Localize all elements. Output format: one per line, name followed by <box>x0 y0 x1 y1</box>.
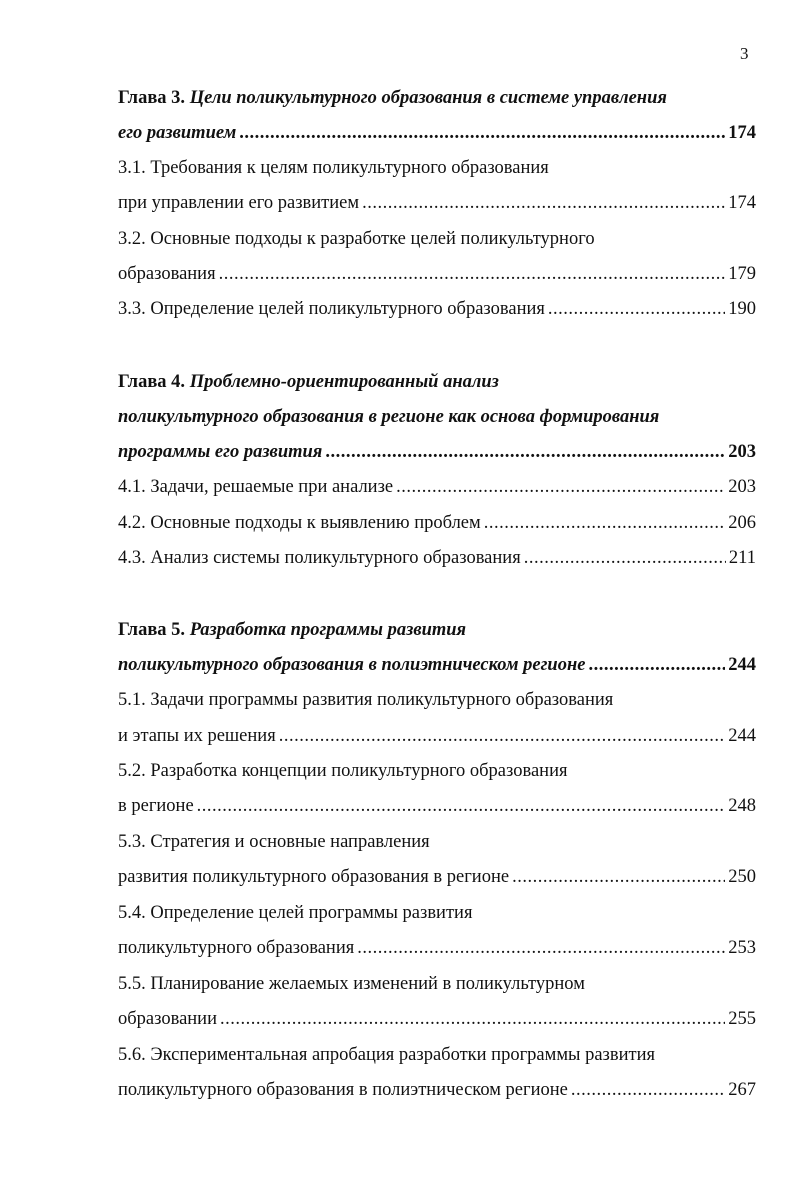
chapter-4-page: 203 <box>728 442 756 462</box>
section-3-1-entry[interactable] <box>118 188 756 218</box>
chapter-4-title-line-2: поликультурного образования в регионе как основа формирования <box>118 407 660 427</box>
section-5-6-entry[interactable] <box>118 1075 756 1105</box>
dot-leader <box>484 508 726 538</box>
section-4-3-page: 211 <box>728 548 756 568</box>
section-5-6-page: 267 <box>728 1080 756 1100</box>
section-4-2-line-1: 4.2. Основные подходы к выявлению проблем <box>118 513 481 533</box>
chapter-5-entry[interactable] <box>118 650 756 680</box>
section-3-1-page: 174 <box>728 193 756 213</box>
section-5-5-entry[interactable] <box>118 1004 756 1034</box>
chapter-3-entry[interactable] <box>118 118 756 148</box>
chapter-5-heading <box>118 615 756 645</box>
dot-leader <box>357 933 725 963</box>
section-4-1-entry[interactable] <box>118 472 756 502</box>
section-5-1-line-2: и этапы их решения <box>118 726 276 746</box>
chapter-3-label: Глава 3. <box>118 88 186 108</box>
section-5-1-page: 244 <box>728 726 756 746</box>
chapter-3-page: 174 <box>728 123 756 143</box>
section-5-3-entry[interactable] <box>118 862 756 892</box>
chapter-4-label: Глава 4. <box>118 372 186 392</box>
chapter-4-heading <box>118 367 756 397</box>
section-3-2-page: 179 <box>728 264 756 284</box>
section-3-2-entry[interactable] <box>118 259 756 289</box>
dot-leader <box>548 294 725 324</box>
section-5-4-page: 253 <box>728 938 756 958</box>
dot-leader <box>512 862 725 892</box>
dot-leader <box>239 118 725 148</box>
section-3-3-page: 190 <box>728 299 756 319</box>
section-5-3-page: 250 <box>728 867 756 887</box>
dot-leader <box>588 650 725 680</box>
section-4-1-page: 203 <box>728 477 756 497</box>
chapter-5-page: 244 <box>728 655 756 675</box>
section-3-1-line-1: 3.1. Требования к целям поликультурного образования <box>118 158 549 178</box>
dot-leader <box>571 1075 725 1105</box>
section-3-1-line-2: при управлении его развитием <box>118 193 360 213</box>
section-5-2-page: 248 <box>728 796 756 816</box>
section-5-2-entry[interactable] <box>118 791 756 821</box>
section-4-3-entry[interactable] <box>118 543 756 573</box>
section-5-6-line-1: 5.6. Экспериментальная апробация разработки программы развития <box>118 1045 655 1065</box>
dot-leader <box>219 259 726 289</box>
chapter-5-title-line-2: поликультурного образования в полиэтническом регионе <box>118 655 586 675</box>
chapter-5-label: Глава 5. <box>118 620 186 640</box>
dot-leader <box>396 472 725 502</box>
page-number: 3 <box>740 44 749 63</box>
section-3-2-line-1: 3.2. Основные подходы к разработке целей поликультурного <box>118 229 595 249</box>
section-3-2-line-2: образования <box>118 264 216 284</box>
section-5-5-line-2: образовании <box>118 1009 217 1029</box>
section-3-3-line-1: 3.3. Определение целей поликультурного образования <box>118 299 545 319</box>
section-4-3-line-1: 4.3. Анализ системы поликультурного образования <box>118 548 521 568</box>
section-3-3-entry[interactable] <box>118 294 756 324</box>
chapter-3-title-line-2: его развитием <box>118 123 237 143</box>
dot-leader <box>197 791 726 821</box>
section-5-1-entry[interactable] <box>118 721 756 751</box>
section-5-3-line-2: развития поликультурного образования в регионе <box>118 867 510 887</box>
section-5-2-line-1: 5.2. Разработка концепции поликультурного образования <box>118 761 568 781</box>
chapter-3-heading <box>118 83 756 113</box>
chapter-5-title-line-1: Разработка программы развития <box>189 620 467 640</box>
section-5-4-line-1: 5.4. Определение целей программы развития <box>118 903 473 923</box>
chapter-3-title-line-1: Цели поликультурного образования в системе управления <box>189 88 667 108</box>
dot-leader <box>279 721 726 751</box>
section-5-4-line-2: поликультурного образования <box>118 938 355 958</box>
dot-leader <box>325 437 725 467</box>
section-4-1-line-1: 4.1. Задачи, решаемые при анализе <box>118 477 394 497</box>
section-5-4-entry[interactable] <box>118 933 756 963</box>
section-4-2-page: 206 <box>728 513 756 533</box>
dot-leader <box>362 188 725 218</box>
section-5-5-line-1: 5.5. Планирование желаемых изменений в поликультурном <box>118 974 585 994</box>
dot-leader <box>220 1004 725 1034</box>
chapter-4-title-line-1: Проблемно-ориентированный анализ <box>189 372 499 392</box>
chapter-4-title-line-3: программы его развития <box>118 442 323 462</box>
section-5-6-line-2: поликультурного образования в полиэтническом регионе <box>118 1080 568 1100</box>
section-5-2-line-2: в регионе <box>118 796 194 816</box>
chapter-4-entry[interactable] <box>118 437 756 467</box>
section-5-3-line-1: 5.3. Стратегия и основные направления <box>118 832 430 852</box>
section-4-2-entry[interactable] <box>118 508 756 538</box>
dot-leader <box>524 543 726 573</box>
section-5-5-page: 255 <box>728 1009 756 1029</box>
section-5-1-line-1: 5.1. Задачи программы развития поликультурного образования <box>118 690 614 710</box>
